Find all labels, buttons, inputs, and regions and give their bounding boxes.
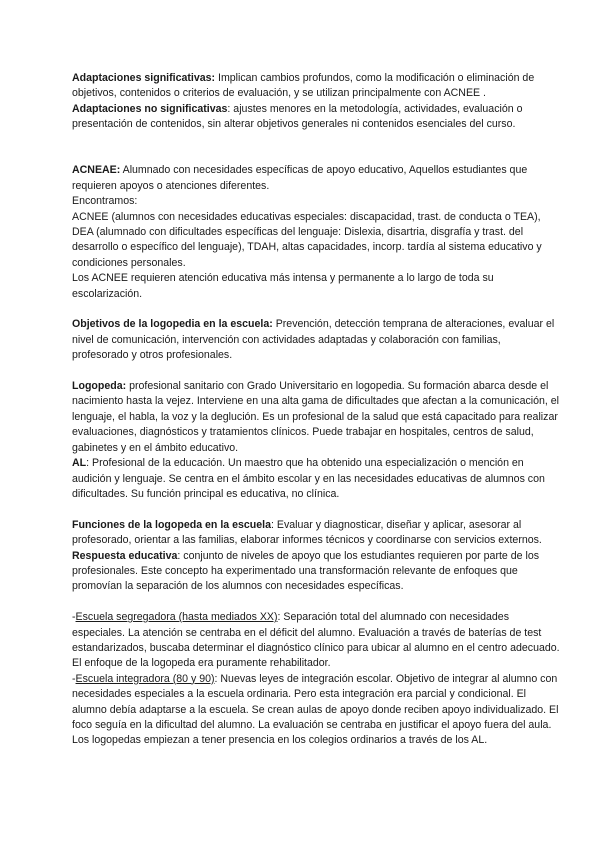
spacer [72,302,560,317]
paragraph-encontramos: Encontramos: [72,195,138,208]
term: Escuela segregadora (hasta mediados XX) [75,611,278,624]
definition: : conjunto de niveles de apoyo que los estudiantes requieren por parte de los profesionales. Este concepto ha experimentado una transformación relevante de enfoques que promovían la separación de los alumnos con necesidades específicas. [72,549,540,593]
paragraph-escuela-integradora [72,672,560,749]
paragraph-adaptaciones-significativas [72,71,560,102]
spacer [72,148,560,163]
spacer [72,502,560,517]
definition: : Nuevas leyes de integración escolar. Objetivo de integrar al alumno con necesidades especiales a la escuela ordinaria. Pero esta integración era parcial y condicional. El alumno debía adaptarse a la escuela. Se crean aulas de apoyo donde reciben apoyo individualizado. El foco seguía en la dificultad del alumno. La evaluación se centraba en justificar el apoyo fuera del aula. Los logopedas empiezan a tener presencia en los colegios ordinarios a través de los AL. [72,672,559,747]
definition: Implican cambios profundos, como la modificación o eliminación de objetivos, contenidos o criterios de evaluación, y se utilizan principalmente con ACNEE . [72,72,535,100]
term: Escuela integradora (80 y 90) [75,672,215,685]
term: Adaptaciones significativas: [72,72,216,84]
paragraph-acnee-atencion: Los ACNEE requieren atención educativa más intensa y permanente a lo largo de toda su escolarización. [72,272,494,300]
spacer [72,133,560,148]
paragraph-escuela-segregadora [72,610,560,672]
definition: : ajustes menores en la metodología, actividades, evaluación o presentación de contenidos, sin alterar objetivos generales ni contenidos esenciales del curso. [72,102,523,131]
dash-prefix: - [72,611,76,624]
paragraph-acneae [72,163,560,194]
definition: Alumnado con necesidades específicas de apoyo educativo, Aquellos estudiantes que requieren apoyos o atenciones diferentes. [72,164,528,192]
term: ACNEAE: [72,164,121,177]
paragraph-al [72,456,560,502]
paragraph-objetivos-logopedia [72,317,560,363]
definition: profesional sanitario con Grado Universitario en logopedia. Su formación abarca desde el nacimiento hasta la vejez. Interviene en una alta gama de dificultades que afectan a la comunicación, el lenguaje, el habla, la voz y la deglución. Es un profesional de la salud que está capacitado para realizar evaluaciones, diagnósticos y tratamientos clínicos. Puede trabajar en hospitales, centros de salud, gabinetes y en el ámbito educativo. [72,380,560,454]
term: Adaptaciones no significativas [72,102,228,115]
term: Funciones de la logopeda en la escuela [72,518,271,531]
definition: : Separación total del alumnado con necesidades especiales. La atención se centraba en el déficit del alumno. Evaluación a través de baterías de test estandarizados, buscaba determinar el diagnóstico clínico para ubicar al alumno en el centro adecuado. El enfoque de la logopeda era puramente rehabilitador. [72,611,560,670]
term: Respuesta educativa [72,549,178,562]
dash-prefix: - [72,672,76,685]
paragraph-logopeda [72,379,560,456]
spacer [72,595,560,610]
term: Objetivos de la logopedia en la escuela: [72,318,273,331]
definition: : Evaluar y diagnosticar, diseñar y aplicar, asesorar al profesorado, orientar a las familias, elaborar informes técnicos y coordinarse con servicios externos. [72,518,542,547]
term: AL [72,457,87,470]
spacer [72,364,560,379]
term: Logopeda: [72,380,127,393]
paragraph-funciones-logopeda [72,518,560,549]
paragraph-respuesta-educativa [72,549,560,595]
paragraph-adaptaciones-no-significativas [72,102,560,133]
paragraph-acnee-list: ACNEE (alumnos con necesidades educativas especiales: discapacidad, trast. de conducta o TEA), DEA (alumnado con dificultades específicas del lenguaje: Dislexia, disartria, disgrafía y trast. del desarrollo o específico del lenguaje), TDAH, altas capacidades, incorp. tardía al sistema educativo y condiciones personales. [72,210,542,269]
definition: : Profesional de la educación. Un maestro que ha obtenido una especialización o mención en audición y lenguaje. Se centra en el ámbito escolar y en las necesidades educativas de alumnos con dificultades. Su función principal es educativa, no clínica. [72,457,545,500]
definition: Prevención, detección temprana de alteraciones, evaluar el nivel de comunicación, intervención con actividades adaptadas y colaboración con familias, profesorado y otros profesionales. [72,318,555,362]
